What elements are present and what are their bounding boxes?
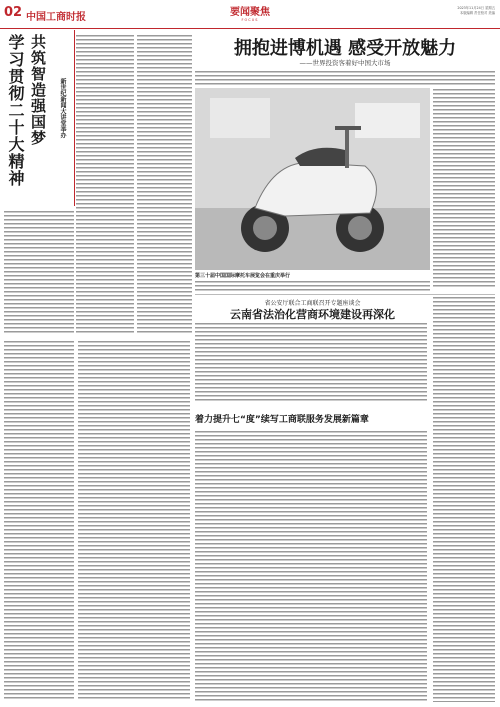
- body-column: [195, 70, 495, 86]
- news-photo: [195, 88, 430, 270]
- law-headline: 云南省法治化营商环境建设再深化: [230, 308, 395, 321]
- header-info: [320, 6, 495, 16]
- header-editors: 本版编辑 责任校对 美编: [459, 11, 495, 15]
- header-date: 2023年11月24日 星期五: [457, 6, 495, 10]
- body-column: [433, 296, 495, 702]
- body-column: [76, 34, 134, 334]
- lead-subheadline: ——世界投资客着好中国大市场: [299, 59, 391, 67]
- section-logo: [225, 3, 275, 22]
- feature-title-1: 共筑智造强国梦: [29, 34, 47, 146]
- section-name: 中国工商时报: [26, 12, 86, 23]
- body-column: [195, 322, 427, 402]
- scooter-image: [195, 88, 430, 270]
- body-column: [137, 34, 192, 334]
- page-number: 02: [4, 5, 23, 20]
- feature-byline: 新世纪新闻大讲堂举办: [59, 78, 66, 138]
- divider: [195, 294, 495, 295]
- feature-title-2: 学习贯彻二十大精神: [6, 34, 25, 187]
- body-column: [78, 340, 190, 700]
- body-column: [433, 88, 495, 288]
- lead-headline: 拥抱进博机遇 感受开放魅力: [233, 38, 457, 59]
- photo-caption: 第三十届中国国际摩托车展览会在重庆举行: [195, 273, 291, 279]
- section-title: 要闻聚焦: [230, 7, 270, 18]
- bottom-headline: 着力提升七“度”续写工商联服务发展新篇章: [195, 415, 369, 425]
- feature-banner: [0, 30, 75, 206]
- body-column: [4, 340, 74, 700]
- law-kicker: 省公安厅联合工商联召开专题座谈会: [264, 300, 361, 307]
- body-column: [195, 280, 430, 292]
- body-column: [195, 430, 427, 702]
- body-column: [4, 210, 74, 335]
- section-subtitle: FOCUS: [241, 18, 259, 22]
- page-header: [0, 0, 500, 29]
